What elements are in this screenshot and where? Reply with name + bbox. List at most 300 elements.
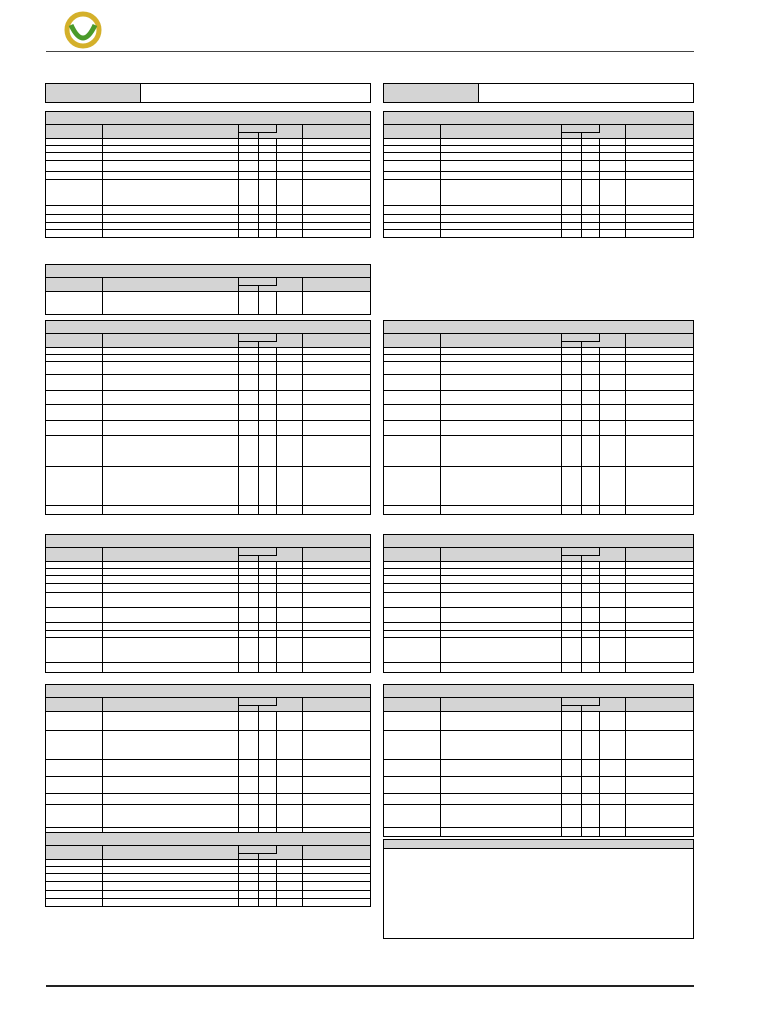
table-cell[interactable] <box>384 712 440 731</box>
table-cell[interactable] <box>258 576 276 584</box>
table-cell[interactable] <box>561 355 581 362</box>
table-cell[interactable] <box>440 436 561 467</box>
table-cell[interactable] <box>440 608 561 623</box>
table-cell[interactable] <box>46 180 102 206</box>
table-cell[interactable] <box>258 623 276 631</box>
table-cell[interactable] <box>384 355 440 362</box>
table-cell[interactable] <box>102 562 238 569</box>
table-cell[interactable] <box>102 860 238 867</box>
table-cell[interactable] <box>599 712 625 731</box>
table-cell[interactable] <box>102 355 238 362</box>
table-cell[interactable] <box>625 223 693 230</box>
table-cell[interactable] <box>258 562 276 569</box>
table-cell[interactable] <box>384 584 440 593</box>
table-cell[interactable] <box>102 576 238 584</box>
table-cell[interactable] <box>302 638 370 663</box>
table-cell[interactable] <box>581 608 599 623</box>
table-cell[interactable] <box>238 375 258 391</box>
table-cell[interactable] <box>302 180 370 206</box>
table-cell[interactable] <box>46 230 102 238</box>
table-cell[interactable] <box>46 794 102 805</box>
table-cell[interactable] <box>102 777 238 794</box>
table-cell[interactable] <box>46 593 102 608</box>
table-cell[interactable] <box>258 206 276 215</box>
table-cell[interactable] <box>258 631 276 638</box>
table-cell[interactable] <box>46 562 102 569</box>
table-cell[interactable] <box>102 362 238 375</box>
table-cell[interactable] <box>561 180 581 206</box>
table-cell[interactable] <box>384 180 440 206</box>
table-cell[interactable] <box>238 569 258 576</box>
table-cell[interactable] <box>440 506 561 515</box>
table-cell[interactable] <box>46 362 102 375</box>
table-cell[interactable] <box>102 867 238 874</box>
table-cell[interactable] <box>258 405 276 421</box>
table-cell[interactable] <box>46 375 102 391</box>
table-cell[interactable] <box>102 215 238 223</box>
table-cell[interactable] <box>302 292 370 315</box>
table-cell[interactable] <box>102 593 238 608</box>
table-cell[interactable] <box>384 467 440 506</box>
table-cell[interactable] <box>581 569 599 576</box>
table-cell[interactable] <box>258 638 276 663</box>
table-cell[interactable] <box>102 375 238 391</box>
table-cell[interactable] <box>581 215 599 223</box>
table-cell[interactable] <box>625 355 693 362</box>
table-cell[interactable] <box>238 891 258 899</box>
table-cell[interactable] <box>276 172 302 180</box>
table-cell[interactable] <box>440 139 561 146</box>
table-cell[interactable] <box>276 223 302 230</box>
table-cell[interactable] <box>561 638 581 663</box>
table-cell[interactable] <box>302 348 370 355</box>
table-cell[interactable] <box>46 391 102 405</box>
table-cell[interactable] <box>440 230 561 238</box>
table-cell[interactable] <box>561 623 581 631</box>
table-cell[interactable] <box>258 362 276 375</box>
table-cell[interactable] <box>561 161 581 172</box>
table-cell[interactable] <box>276 874 302 882</box>
table-cell[interactable] <box>258 899 276 907</box>
table-cell[interactable] <box>625 593 693 608</box>
table-cell[interactable] <box>625 146 693 153</box>
table-cell[interactable] <box>625 362 693 375</box>
table-cell[interactable] <box>302 663 370 673</box>
table-cell[interactable] <box>625 631 693 638</box>
table-cell[interactable] <box>102 223 238 230</box>
table-cell[interactable] <box>302 153 370 161</box>
table-cell[interactable] <box>302 760 370 777</box>
table-cell[interactable] <box>46 223 102 230</box>
table-cell[interactable] <box>276 161 302 172</box>
table-cell[interactable] <box>258 436 276 467</box>
table-cell[interactable] <box>561 584 581 593</box>
table-cell[interactable] <box>440 180 561 206</box>
table-cell[interactable] <box>581 223 599 230</box>
table-cell[interactable] <box>440 777 561 794</box>
table-cell[interactable] <box>440 576 561 584</box>
table-cell[interactable] <box>258 860 276 867</box>
table-cell[interactable] <box>625 348 693 355</box>
table-cell[interactable] <box>599 375 625 391</box>
table-cell[interactable] <box>384 206 440 215</box>
table-cell[interactable] <box>440 569 561 576</box>
table-cell[interactable] <box>561 215 581 223</box>
table-cell[interactable] <box>238 805 258 828</box>
table-cell[interactable] <box>440 467 561 506</box>
table-cell[interactable] <box>276 593 302 608</box>
table-cell[interactable] <box>258 593 276 608</box>
table-cell[interactable] <box>238 391 258 405</box>
table-cell[interactable] <box>46 638 102 663</box>
table-cell[interactable] <box>238 215 258 223</box>
table-cell[interactable] <box>102 731 238 760</box>
table-cell[interactable] <box>276 805 302 828</box>
table-cell[interactable] <box>46 860 102 867</box>
table-cell[interactable] <box>238 230 258 238</box>
table-cell[interactable] <box>384 436 440 467</box>
table-cell[interactable] <box>625 794 693 805</box>
table-cell[interactable] <box>581 391 599 405</box>
table-cell[interactable] <box>581 638 599 663</box>
table-cell[interactable] <box>238 584 258 593</box>
table-cell[interactable] <box>276 638 302 663</box>
table-cell[interactable] <box>581 467 599 506</box>
table-cell[interactable] <box>46 506 102 515</box>
table-cell[interactable] <box>102 608 238 623</box>
header-field-value[interactable] <box>141 84 370 102</box>
table-cell[interactable] <box>440 375 561 391</box>
table-cell[interactable] <box>440 153 561 161</box>
table-cell[interactable] <box>440 631 561 638</box>
table-cell[interactable] <box>238 467 258 506</box>
table-cell[interactable] <box>561 436 581 467</box>
table-cell[interactable] <box>46 467 102 506</box>
table-cell[interactable] <box>258 180 276 206</box>
table-cell[interactable] <box>561 731 581 760</box>
table-cell[interactable] <box>258 421 276 436</box>
table-cell[interactable] <box>561 421 581 436</box>
table-cell[interactable] <box>625 421 693 436</box>
table-cell[interactable] <box>625 375 693 391</box>
table-cell[interactable] <box>561 760 581 777</box>
table-cell[interactable] <box>46 760 102 777</box>
table-cell[interactable] <box>384 631 440 638</box>
table-cell[interactable] <box>102 292 238 315</box>
table-cell[interactable] <box>581 362 599 375</box>
table-cell[interactable] <box>276 180 302 206</box>
table-cell[interactable] <box>238 436 258 467</box>
table-cell[interactable] <box>384 215 440 223</box>
table-cell[interactable] <box>599 608 625 623</box>
table-cell[interactable] <box>238 593 258 608</box>
table-cell[interactable] <box>581 146 599 153</box>
table-cell[interactable] <box>625 608 693 623</box>
table-cell[interactable] <box>599 223 625 230</box>
table-cell[interactable] <box>46 146 102 153</box>
table-cell[interactable] <box>581 405 599 421</box>
table-cell[interactable] <box>561 362 581 375</box>
table-cell[interactable] <box>276 421 302 436</box>
table-cell[interactable] <box>561 172 581 180</box>
table-cell[interactable] <box>599 467 625 506</box>
table-cell[interactable] <box>46 348 102 355</box>
table-cell[interactable] <box>46 355 102 362</box>
table-cell[interactable] <box>625 562 693 569</box>
table-cell[interactable] <box>46 153 102 161</box>
table-cell[interactable] <box>302 172 370 180</box>
table-cell[interactable] <box>599 663 625 673</box>
table-cell[interactable] <box>46 712 102 731</box>
table-cell[interactable] <box>46 576 102 584</box>
table-cell[interactable] <box>599 215 625 223</box>
table-cell[interactable] <box>599 562 625 569</box>
table-cell[interactable] <box>102 623 238 631</box>
table-cell[interactable] <box>276 631 302 638</box>
table-cell[interactable] <box>102 146 238 153</box>
table-cell[interactable] <box>599 180 625 206</box>
table-cell[interactable] <box>561 712 581 731</box>
table-cell[interactable] <box>599 362 625 375</box>
table-cell[interactable] <box>258 215 276 223</box>
table-cell[interactable] <box>625 576 693 584</box>
table-cell[interactable] <box>102 805 238 828</box>
table-cell[interactable] <box>102 180 238 206</box>
table-cell[interactable] <box>561 391 581 405</box>
table-cell[interactable] <box>238 348 258 355</box>
table-cell[interactable] <box>258 292 276 315</box>
table-cell[interactable] <box>302 562 370 569</box>
table-cell[interactable] <box>599 794 625 805</box>
table-cell[interactable] <box>238 760 258 777</box>
table-cell[interactable] <box>625 712 693 731</box>
table-cell[interactable] <box>238 867 258 874</box>
table-cell[interactable] <box>302 506 370 515</box>
table-cell[interactable] <box>276 348 302 355</box>
table-cell[interactable] <box>276 139 302 146</box>
table-cell[interactable] <box>302 391 370 405</box>
table-cell[interactable] <box>561 794 581 805</box>
table-cell[interactable] <box>561 562 581 569</box>
table-cell[interactable] <box>599 206 625 215</box>
table-cell[interactable] <box>238 506 258 515</box>
table-cell[interactable] <box>46 206 102 215</box>
table-cell[interactable] <box>302 355 370 362</box>
table-cell[interactable] <box>599 161 625 172</box>
table-cell[interactable] <box>561 153 581 161</box>
table-cell[interactable] <box>625 777 693 794</box>
table-cell[interactable] <box>625 467 693 506</box>
table-cell[interactable] <box>46 867 102 874</box>
table-cell[interactable] <box>440 348 561 355</box>
table-cell[interactable] <box>258 230 276 238</box>
table-cell[interactable] <box>561 663 581 673</box>
table-cell[interactable] <box>238 576 258 584</box>
table-cell[interactable] <box>46 421 102 436</box>
table-cell[interactable] <box>258 874 276 882</box>
table-cell[interactable] <box>102 405 238 421</box>
table-cell[interactable] <box>102 638 238 663</box>
table-cell[interactable] <box>581 777 599 794</box>
table-cell[interactable] <box>238 153 258 161</box>
table-cell[interactable] <box>581 348 599 355</box>
table-cell[interactable] <box>302 623 370 631</box>
table-cell[interactable] <box>276 405 302 421</box>
table-cell[interactable] <box>581 631 599 638</box>
table-cell[interactable] <box>302 712 370 731</box>
table-cell[interactable] <box>581 375 599 391</box>
table-cell[interactable] <box>561 608 581 623</box>
table-cell[interactable] <box>384 608 440 623</box>
table-cell[interactable] <box>625 405 693 421</box>
table-cell[interactable] <box>384 731 440 760</box>
table-cell[interactable] <box>599 355 625 362</box>
table-cell[interactable] <box>625 391 693 405</box>
table-cell[interactable] <box>581 584 599 593</box>
table-cell[interactable] <box>238 421 258 436</box>
table-cell[interactable] <box>276 712 302 731</box>
table-cell[interactable] <box>581 623 599 631</box>
table-cell[interactable] <box>102 584 238 593</box>
table-cell[interactable] <box>46 631 102 638</box>
table-cell[interactable] <box>102 230 238 238</box>
table-cell[interactable] <box>276 860 302 867</box>
table-cell[interactable] <box>440 206 561 215</box>
table-cell[interactable] <box>238 731 258 760</box>
table-cell[interactable] <box>561 805 581 828</box>
table-cell[interactable] <box>276 899 302 907</box>
table-cell[interactable] <box>625 215 693 223</box>
table-cell[interactable] <box>599 593 625 608</box>
table-cell[interactable] <box>258 375 276 391</box>
table-cell[interactable] <box>561 375 581 391</box>
table-cell[interactable] <box>276 391 302 405</box>
table-cell[interactable] <box>302 794 370 805</box>
table-cell[interactable] <box>581 230 599 238</box>
table-cell[interactable] <box>581 421 599 436</box>
table-cell[interactable] <box>102 161 238 172</box>
table-cell[interactable] <box>258 146 276 153</box>
table-cell[interactable] <box>302 777 370 794</box>
table-cell[interactable] <box>102 506 238 515</box>
table-cell[interactable] <box>384 576 440 584</box>
table-cell[interactable] <box>276 562 302 569</box>
table-cell[interactable] <box>625 436 693 467</box>
table-cell[interactable] <box>258 712 276 731</box>
table-cell[interactable] <box>276 867 302 874</box>
table-cell[interactable] <box>276 608 302 623</box>
table-cell[interactable] <box>561 828 581 837</box>
table-cell[interactable] <box>440 223 561 230</box>
table-cell[interactable] <box>302 584 370 593</box>
table-cell[interactable] <box>302 576 370 584</box>
table-cell[interactable] <box>625 161 693 172</box>
table-cell[interactable] <box>276 623 302 631</box>
table-cell[interactable] <box>276 436 302 467</box>
table-cell[interactable] <box>625 584 693 593</box>
table-cell[interactable] <box>302 867 370 874</box>
table-cell[interactable] <box>599 569 625 576</box>
table-cell[interactable] <box>46 608 102 623</box>
table-cell[interactable] <box>102 391 238 405</box>
table-cell[interactable] <box>625 180 693 206</box>
table-cell[interactable] <box>302 146 370 153</box>
table-cell[interactable] <box>238 405 258 421</box>
table-cell[interactable] <box>46 891 102 899</box>
table-cell[interactable] <box>276 731 302 760</box>
table-cell[interactable] <box>599 638 625 663</box>
table-cell[interactable] <box>276 146 302 153</box>
table-cell[interactable] <box>625 623 693 631</box>
table-cell[interactable] <box>581 760 599 777</box>
table-cell[interactable] <box>258 760 276 777</box>
table-cell[interactable] <box>258 584 276 593</box>
table-cell[interactable] <box>561 576 581 584</box>
table-cell[interactable] <box>302 608 370 623</box>
table-cell[interactable] <box>258 777 276 794</box>
table-cell[interactable] <box>238 206 258 215</box>
table-cell[interactable] <box>384 230 440 238</box>
table-cell[interactable] <box>302 899 370 907</box>
table-cell[interactable] <box>384 777 440 794</box>
table-cell[interactable] <box>102 436 238 467</box>
table-cell[interactable] <box>302 731 370 760</box>
table-cell[interactable] <box>581 355 599 362</box>
table-cell[interactable] <box>561 569 581 576</box>
table-cell[interactable] <box>258 172 276 180</box>
table-cell[interactable] <box>102 760 238 777</box>
table-cell[interactable] <box>238 712 258 731</box>
table-cell[interactable] <box>599 623 625 631</box>
table-cell[interactable] <box>258 223 276 230</box>
table-cell[interactable] <box>302 874 370 882</box>
table-cell[interactable] <box>46 584 102 593</box>
table-cell[interactable] <box>302 375 370 391</box>
table-cell[interactable] <box>258 355 276 362</box>
table-cell[interactable] <box>440 172 561 180</box>
table-cell[interactable] <box>102 874 238 882</box>
table-cell[interactable] <box>46 292 102 315</box>
table-cell[interactable] <box>384 348 440 355</box>
table-cell[interactable] <box>581 805 599 828</box>
table-cell[interactable] <box>625 139 693 146</box>
table-cell[interactable] <box>276 882 302 891</box>
table-cell[interactable] <box>258 506 276 515</box>
table-cell[interactable] <box>276 794 302 805</box>
table-cell[interactable] <box>599 348 625 355</box>
table-cell[interactable] <box>302 206 370 215</box>
table-cell[interactable] <box>102 663 238 673</box>
table-cell[interactable] <box>302 405 370 421</box>
table-cell[interactable] <box>102 899 238 907</box>
table-cell[interactable] <box>384 146 440 153</box>
table-cell[interactable] <box>625 153 693 161</box>
table-cell[interactable] <box>599 230 625 238</box>
table-cell[interactable] <box>238 638 258 663</box>
table-cell[interactable] <box>581 663 599 673</box>
table-cell[interactable] <box>599 436 625 467</box>
table-cell[interactable] <box>625 569 693 576</box>
table-cell[interactable] <box>276 506 302 515</box>
table-cell[interactable] <box>561 777 581 794</box>
table-cell[interactable] <box>276 777 302 794</box>
table-cell[interactable] <box>599 405 625 421</box>
table-cell[interactable] <box>561 631 581 638</box>
table-cell[interactable] <box>46 172 102 180</box>
table-cell[interactable] <box>581 172 599 180</box>
table-cell[interactable] <box>276 292 302 315</box>
table-cell[interactable] <box>276 230 302 238</box>
